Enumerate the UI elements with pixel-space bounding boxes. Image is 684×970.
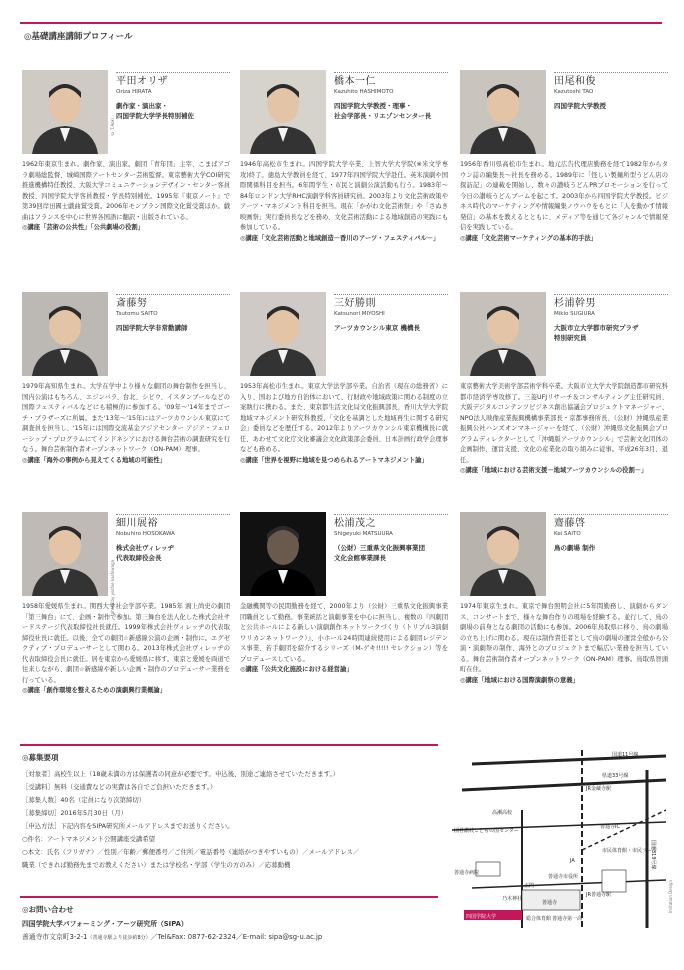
contact-line: [22, 931, 322, 945]
photo-credit: © T.Aoki: [110, 118, 115, 137]
instructor-name-block: [116, 514, 230, 563]
requirements-list: [22, 768, 434, 872]
instructor-title: 劇作家・演出家・ 四国学院大学学長特別補佐: [116, 102, 194, 120]
requirement-line: ［申込方法］下記内容をSIPA研究所メールアドレスまでお送りください。: [22, 822, 234, 830]
bio-text: 1953年高松市生まれ。東京大学法学部卒業。自治省（現在の総務省）に入り、国および地方自治体において、行財政や地域政策に関わる制度の立案執行に携わる。また、東京都生活文化局文化振興部長、香川大学大学院地域マネジメント研究科教授、「文化を基調とした地域再生に関する研究会」委員などを歴任する。2012年よりアーツカウンシル東京機構長に就任、あわせて文化庁文化審議会文化政策部会委員、日本計画行政学会理事なども務める。: [240, 383, 448, 453]
contact-telfax: ／Tel&Fax: 0877-62-2324: [150, 933, 236, 941]
instructor-name: 田尾和俊: [554, 76, 596, 87]
map-block: [476, 862, 500, 876]
map-label-shrine: 乃木神社: [502, 896, 523, 902]
photo-credit: photo by yoshie kashiwaga: [110, 560, 115, 615]
instructor-bio: [22, 382, 230, 466]
instructor-bio: [460, 602, 668, 686]
access-map: [452, 750, 666, 928]
dotted-divider: [116, 72, 230, 73]
instructor-name: 橋本一仁: [334, 76, 376, 87]
requirement-line: ［募集人数］40名（定員になり次第締切）: [22, 796, 146, 804]
instructor-title: 四国学院大学非常勤講師: [116, 324, 188, 332]
course-name: ◎講座「公共文化施設における経営論」: [240, 666, 353, 673]
instructor-title: （公財）三重県文化振興事業団 文化会館事業課長: [334, 544, 425, 562]
map-label-univ: 四国学院大学: [466, 914, 497, 920]
contact-heading: ◎お問い合わせ: [22, 905, 74, 914]
instructor-photo: [460, 512, 546, 596]
bio-text: 1974年東京生まれ。東京で舞台照明会社に5年間勤務し、演劇からダンス、コンサートまで、様々な舞台作りの現場を経験する。並行して、鳥の劇場の前身となる劇団の活動にも参加。2006年鳥取県に移り、鳥の劇場の立ち上げに関わる。現在は制作責任者として鳥の劇場の運営全般から公演・演劇祭の制作、海外とのプロジェクトまで幅広い業務を担当している。舞台芸術制作者オープンネットワーク（ON-PAM）理事。鳥取県智頭町在住。: [460, 603, 668, 673]
instructor-title: 鳥の劇場 制作: [554, 544, 596, 552]
map-label-route11: 国道11号線: [612, 752, 639, 758]
instructor-name-block: [116, 294, 230, 333]
instructor-photo: [22, 70, 108, 154]
course-name: ◎講座「創作環境を整えるための演劇興行業概論」: [22, 687, 167, 694]
instructor-name: 平田オリザ: [116, 76, 169, 87]
instructor-photo: [22, 512, 108, 596]
requirement-line: ［対象者］高校生以上（18歳未満の方は保護者の同意が必要です。申込後、別途ご連絡させていただきます。）: [22, 770, 340, 778]
instructor-name-block: [334, 514, 448, 563]
instructor-photo: [22, 292, 108, 376]
instructor-name-block: [334, 294, 448, 333]
instructor-name-block: [116, 72, 230, 121]
instructor-romaji: Kazutoshi TAO: [554, 89, 594, 95]
instructor-bio: [22, 602, 230, 697]
requirement-line: ○本文：氏名（フリガナ）／性別／年齢／郵便番号／ご住所／電話番号（連絡がつきやすいもの）／メールアドレス／: [22, 848, 360, 856]
instructor-name-block: [334, 72, 448, 121]
instructor-name: 杉浦幹男: [554, 298, 596, 309]
course-name: ◎講座「芸術の公共性」「公共劇場の役割」: [22, 224, 144, 231]
instructor-romaji: Shigeyuki MATSUURA: [334, 531, 393, 537]
instructor-romaji: Oriza HIRATA: [116, 89, 152, 95]
instructor-bio: [240, 160, 448, 244]
instructor-name-block: [554, 294, 668, 343]
map-label-station: JR善通寺駅: [586, 892, 611, 898]
instructor-name: 斎藤努: [116, 298, 148, 309]
instructor-name-block: [554, 72, 668, 111]
course-name: ◎講座「地域における国際演劇祭の意義」: [460, 676, 579, 684]
instructor-name: 三好勝則: [334, 298, 376, 309]
requirement-line: ［受講料］無料（交通費などの実費は各自でご負担いただきます。）: [22, 783, 217, 791]
map-label-main-gate: 正門: [524, 883, 535, 889]
map-label-temple: 善通寺: [542, 900, 558, 906]
map-label-sogo: 総合体育館: [526, 916, 552, 922]
contact-org: 四国学院大学パフォーミング・アーツ研究所（SIPA）: [22, 920, 188, 928]
instructor-bio: [460, 382, 668, 477]
instructor-title: アーツカウンシル東京 機構長: [334, 324, 420, 332]
map-label-pool: 市民体育館・市民プール: [602, 848, 657, 854]
map-label-city-hall: 善通寺市役所: [548, 874, 579, 880]
dotted-divider: [554, 514, 668, 515]
instructor-title: 四国学院大学教授・理事・ 社会学部長・リエゾンセンター長: [334, 102, 432, 120]
dotted-divider: [334, 514, 448, 515]
instructor-photo: [460, 70, 546, 154]
map-label-ja: JA: [570, 858, 575, 864]
instructor-photo: [460, 292, 546, 376]
requirement-line: 職業（できれば勤務先までお教えください）または学校名・学部（学生の方のみ）／応募動機: [22, 861, 291, 869]
bio-text: 東京藝術大学美術学部芸術学科卒業。大阪市立大学大学院創造都市研究科都市経済学専攻修了。三菱UFJリサーチ＆コンサルティング主任研究員、大阪デジタルコンテンツビジネス創出協議会プロジェクトマネージャー、NPO法人映像産業振興機構事業部長・京都事務所長、（公財）沖縄県産業振興公社ハンズオンマネージャーを経て、（公財）沖縄県文化振興会プログラムディレクターとして「沖縄版アーツカウンシル」で芸術文化団体の企画制作、運営支援、文化の産業化の取り組みに従事。平成26年3月、退任。: [460, 383, 668, 464]
map-label-route33: 県道33号線: [602, 773, 629, 779]
dotted-divider: [554, 294, 668, 295]
instructor-bio: [22, 160, 230, 234]
course-name: ◎講座「世界を視野に地域を見つめられるアートマネジメント論」: [240, 456, 428, 464]
instructor-romaji: Nobuhiro HOSOKAWA: [116, 531, 175, 537]
course-name: ◎講座「海外の事例から見えてくる地域の可能性」: [22, 456, 167, 464]
map-label-kodomo: 国営讃岐こどもの国センター: [454, 828, 519, 834]
instructor-name: 松浦茂之: [334, 518, 376, 529]
map-label-komoda-hs: 高瀬高校: [492, 810, 513, 816]
section-title: ◎基礎講座講師プロフィール: [24, 32, 133, 42]
dotted-divider: [116, 514, 230, 515]
instructor-romaji: Kei SAITO: [554, 531, 581, 537]
instructor-bio: [240, 382, 448, 466]
dotted-divider: [554, 72, 668, 73]
instructor-romaji: Kazuhito HASHIMOTO: [334, 89, 394, 95]
bio-text: 1956年香川県高松市生まれ。地元広告代理店勤務を経て1982年からタウン誌の編集長～社長を務める。1989年に「怪しい製麺所型うどん店の探訪記」の連載を開始し、数々の讃岐うどんPRプロモーションを行って今日の讃岐うどんブームを起こす。2003年から四国学院大学教授。ビジネス時代のマーケティングや情報編集ノウハウをもとに「人を動かす情報発信」の基本を教えるとともに、メディア等を通じて各ジャンルで情報発信を実践している。: [460, 161, 668, 231]
side-credit: Imitation Design: [668, 880, 673, 913]
instructor-title: 四国学院大学教授: [554, 102, 606, 110]
map-label-high-school: 善通寺第一高: [552, 916, 583, 922]
dotted-divider: [334, 72, 448, 73]
instructor-romaji: Mikio SUGIURA: [554, 311, 595, 317]
instructor-photo: [240, 70, 326, 154]
bio-text: 1946年高松市生まれ。四国学院大学卒業、上智大学大学院(※米文学専攻)終了。徳島大学教員を経て、1977年四国学院大学赴任。英米演劇や国際関係科目を担当。6年間学生・市民と演劇公演活動も行う。1983年～84年ロンドン大学RHC演劇学科客員研究員。2003年より文化芸術政策やアーツ・マネジメント科目を担当。現在「かがわ文化芸術祭」や「さぬき映画祭」実行委員長などを務め、文化芸術活動による地域創造の実践にも参加している。: [240, 161, 448, 231]
map-label-hospital: 善通寺病院: [454, 870, 480, 876]
bio-text: 1958年愛媛県生まれ。関西大学社会学部卒業。1985年 鴻上尚史の劇団「第三舞台」にて、企画・制作で参加。第三舞台を法人化した株式会社サードステージ代表取締役社長就任。1999年株式会社ヴィレッヂの代表取締役社長に就任。以後、全ての劇団☆新感線公演の企画・制作に。エグゼクティブ・プロデューサーとして関わる。2013年株式会社ヴィレッヂの代表取締役会長に就任。居を東京から愛媛県に移す。東京と愛媛を両道で往来しながら、劇団☆新感線や新しい企画・制作のプロデューサー業務を行っている。: [22, 603, 230, 684]
map-label-jr-konzoji: JR金蔵寺駅: [586, 786, 611, 792]
middle-rule: [20, 744, 438, 746]
instructor-bio: [240, 602, 448, 676]
instructor-bio: [460, 160, 668, 244]
instructor-title: 株式会社ヴィレッヂ 代表取締役会長: [116, 544, 175, 562]
bio-text: 金融機関等の民間勤務を経て、2000年より（公財）三重県文化振興事業団職員として勤務。事業統括と演劇事業を中心に担当し、複数の『四劇団と公共ホールによる新しい演劇創作ネットワークづくり（トリプル3演劇ワリカンネットワーク）』、小ホール24時間連続使用による劇団レジデンス事業、若手劇団を紹介するシリーズ（M-ゲキ!!!!! セレクション）等をプロデュースしている。: [240, 603, 448, 663]
contact-address: 善通寺市文京町3-2-1: [22, 933, 88, 941]
contact-access: （善通寺駅より徒歩約8分）: [87, 935, 151, 941]
course-name: ◎講座「文化芸術マーケティングの基本的手法」: [460, 234, 597, 242]
instructor-name: 細川展裕: [116, 518, 158, 529]
bio-text: 1979年高知県生まれ。大学在学中より様々な劇団の舞台制作を担当し、国内公演はもちろん、エジンバラ、台北、シビウ、イスタンブールなどの国際フェスティバルなどにも積極的に参加する。'09年～'14年までゴーチ・ブラザーズに所属。また'13年～'15年にはアーツカウンシル東京にて調査員を担当し、'15年には国際交流基金アジアセンター アジア・フェローシップ・プログラムにてインドネシアにおける舞台芸術の調査研究を行なう。舞台芸術制作者オープンネットワーク（ON-PAM）理事。: [22, 383, 230, 453]
instructor-photo: [240, 512, 326, 596]
instructor-name: 齋藤啓: [554, 518, 586, 529]
map-block: [602, 870, 626, 892]
requirements-heading: ◎募集要項: [22, 753, 59, 762]
requirement-line: ○件名：アートマネジメント公開講座受講希望: [22, 835, 156, 843]
course-name: ◎講座「地域における芸術支援－地域アーツカウンシルの役割－」: [460, 467, 648, 474]
instructor-romaji: Tsutomu SAITO: [116, 311, 158, 317]
dotted-divider: [334, 294, 448, 295]
instructor-title: 大阪市立大学都市研究プラザ 特別研究員: [554, 324, 639, 342]
instructor-photo: [240, 292, 326, 376]
contact-rule: [20, 896, 438, 898]
instructor-romaji: Katsunori MIYOSHI: [334, 311, 385, 317]
course-name: ◎講座「文化芸術活動と地域創造－香川のアーツ・フェスティバル－」: [240, 234, 440, 242]
map-label-zentsuji-ic: 善通寺IC: [600, 824, 620, 830]
contact-block: [22, 918, 322, 945]
top-rule: [20, 22, 662, 24]
map-label-route319: 国道319号線: [650, 840, 656, 870]
dotted-divider: [116, 294, 230, 295]
instructor-name-block: [554, 514, 668, 553]
requirement-line: ［募集締切］2016年5月30日（月）: [22, 809, 128, 817]
bio-text: 1962年東京生まれ。劇作家、演出家。劇団「青年団」主宰、こまばアゴラ劇場総監督、城崎国際アートセンター芸術監督。東京藝術大学COI研究推進機構特任教授、大阪大学コミュニケーションデザイン・センター客員教授、四国学院大学客員教授・学長特別補佐。1995年『東京ノート』で第39回岸田國士戯曲賞受賞。2006年モンブラン国際文化賞受賞ほか。戯曲はフランスを中心に世界各国語に翻訳・出版されている。: [22, 161, 230, 221]
contact-email[interactable]: ／E-mail: sipa@sg-u.ac.jp: [235, 933, 323, 941]
